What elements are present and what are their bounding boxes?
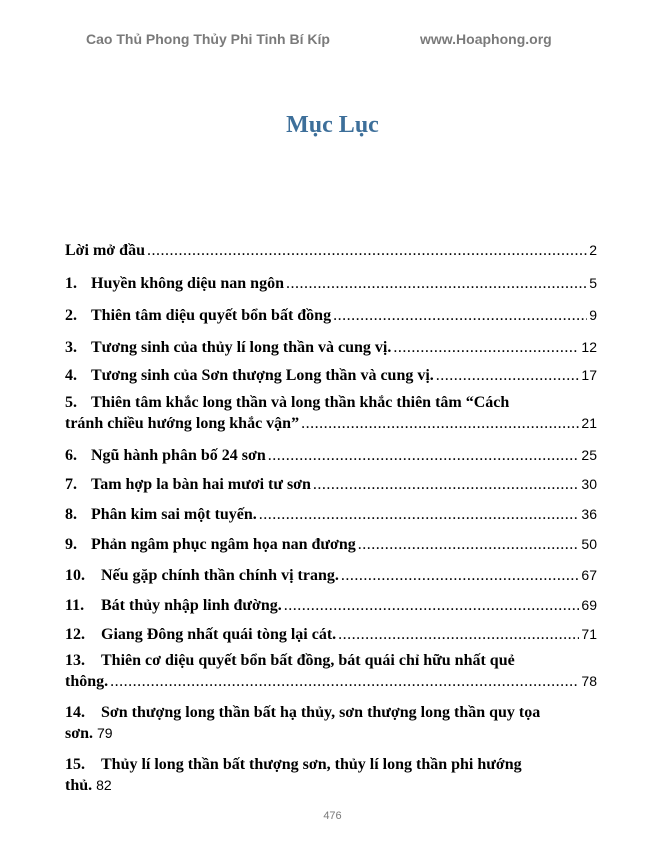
toc-entry-text: Sơn thượng long thần bất hạ thủy, sơn thượng long thần quy tọa: [101, 704, 541, 721]
toc-entry-number: 12.: [65, 626, 85, 643]
toc-entry-number: 14.: [65, 704, 85, 721]
toc-entry-page: 25: [581, 447, 597, 463]
toc-entry-page: 9: [589, 307, 597, 323]
toc-entry-page: 50: [581, 536, 597, 552]
toc-entry-text: Tam hợp la bàn hai mươi tư sơn: [91, 476, 311, 493]
toc-entry-4[interactable]: [65, 365, 597, 386]
toc-entry-text-cont: sơn.: [65, 725, 93, 742]
toc-leader-dots: [393, 337, 579, 358]
toc-entry-text: Phản ngâm phục ngâm họa nan đương: [91, 536, 356, 553]
toc-entry-line2: [65, 413, 597, 434]
toc-entry-11[interactable]: [65, 595, 597, 616]
toc-entry-1[interactable]: [65, 273, 597, 294]
toc-entry-page: 71: [581, 626, 597, 642]
toc-entry-text: Huyền không diệu nan ngôn: [91, 275, 284, 292]
toc-entry-text-cont: thông.: [65, 673, 109, 690]
toc-entry-number: 10.: [65, 567, 85, 584]
toc-entry-text: Lời mở đầu: [65, 242, 145, 259]
toc-leader-dots: [341, 565, 580, 586]
toc-entry-line1: [65, 702, 597, 723]
toc-entry-page: 5: [589, 275, 597, 291]
toc-entry-line2: [65, 775, 597, 796]
toc-entry-13[interactable]: [65, 650, 597, 692]
toc-entry-text: Thiên cơ diệu quyết bổn bất đồng, bát quái chỉ hữu nhất quẻ: [101, 652, 515, 669]
toc-leader-dots: [284, 595, 580, 616]
toc-entry-number: 13.: [65, 652, 85, 669]
toc-leader-dots: [110, 671, 579, 692]
toc-entry-text: Nếu gặp chính thần chính vị trang.: [101, 567, 339, 584]
toc-entry-text: Tương sinh của thủy lí long thần và cung vị.: [91, 339, 392, 356]
header-book-title: Cao Thủ Phong Thủy Phi Tinh Bí Kíp: [86, 31, 330, 47]
toc-entry-page: 82: [96, 777, 112, 793]
toc-entry-number: 4.: [65, 367, 77, 384]
page-header: [0, 31, 665, 51]
toc-leader-dots: [338, 624, 579, 645]
toc-entry-line1: [65, 650, 597, 671]
toc-entry-text: Phân kim sai một tuyến.: [91, 506, 257, 523]
toc-entry-line1: [65, 754, 597, 775]
toc-leader-dots: [436, 365, 580, 386]
header-website: www.Hoaphong.org: [420, 31, 552, 47]
toc-entry-page: 67: [581, 567, 597, 583]
toc-entry-text: Thiên tâm khắc long thần và long thần khắc thiên tâm “Cách: [91, 394, 510, 411]
toc-entry-number: 5.: [65, 394, 77, 411]
toc-entry-text: Giang Đông nhất quái tòng lại cát.: [101, 626, 337, 643]
toc-entry-number: 2.: [65, 307, 77, 324]
toc-entry-number: 7.: [65, 476, 77, 493]
toc-entry-8[interactable]: [65, 504, 597, 525]
toc-entry-7[interactable]: [65, 474, 597, 495]
toc-leader-dots: [147, 240, 587, 261]
toc-entry-number: 8.: [65, 506, 77, 523]
toc-entry-line2: [65, 723, 597, 744]
toc-entry-text: Bát thủy nhập linh đường.: [101, 597, 282, 614]
toc-entry-text: Thủy lí long thần bất thượng sơn, thủy lí long thần phi hướng: [101, 756, 522, 773]
toc-entry-intro[interactable]: [65, 240, 597, 261]
toc-leader-dots: [358, 534, 580, 555]
toc-entry-number: 6.: [65, 447, 77, 464]
toc-leader-dots: [301, 413, 579, 434]
toc-entry-text: Ngũ hành phân bố 24 sơn: [91, 447, 266, 464]
toc-leader-dots: [333, 305, 587, 326]
toc-entry-page: 17: [581, 367, 597, 383]
toc-entry-page: 30: [581, 476, 597, 492]
toc-entry-page: 2: [589, 242, 597, 258]
toc-entry-9[interactable]: [65, 534, 597, 555]
toc-entry-number: 11.: [65, 597, 85, 614]
toc-entry-number: 1.: [65, 275, 77, 292]
toc-entry-6[interactable]: [65, 445, 597, 466]
toc-entry-page: 79: [96, 725, 113, 741]
toc-entry-number: 9.: [65, 536, 77, 553]
toc-entry-text-cont: tránh chiều hướng long khắc vận”: [65, 415, 300, 432]
toc-leader-dots: [313, 474, 580, 495]
toc-entry-3[interactable]: [65, 337, 597, 358]
toc-entry-text-cont: thủ.: [65, 777, 93, 794]
toc-leader-dots: [286, 273, 587, 294]
page-number: 476: [323, 810, 342, 822]
toc-leader-dots: [259, 504, 580, 525]
toc-entry-page: 21: [581, 415, 597, 431]
toc-entry-page: 69: [581, 597, 597, 613]
toc-entry-page: 36: [581, 506, 597, 522]
toc-entry-12[interactable]: [65, 624, 597, 645]
toc-entry-page: 12: [581, 339, 597, 355]
toc-entry-15[interactable]: [65, 754, 597, 796]
toc-entry-text: Tương sinh của Sơn thượng Long thần và cung vị.: [91, 367, 434, 384]
toc-entry-5[interactable]: [65, 392, 597, 434]
toc-entry-line2: [65, 671, 597, 692]
toc-entry-2[interactable]: [65, 305, 597, 326]
toc-leader-dots: [268, 445, 580, 466]
toc-entry-line1: [65, 392, 597, 413]
toc-entry-14[interactable]: [65, 702, 597, 744]
page-title: Mục Lục: [286, 112, 379, 138]
toc-entry-text: Thiên tâm diệu quyết bổn bất đồng: [91, 307, 332, 324]
toc-entry-page: 78: [581, 673, 597, 689]
toc-entry-10[interactable]: [65, 565, 597, 586]
toc-entry-number: 15.: [65, 756, 85, 773]
toc-entry-number: 3.: [65, 339, 77, 356]
